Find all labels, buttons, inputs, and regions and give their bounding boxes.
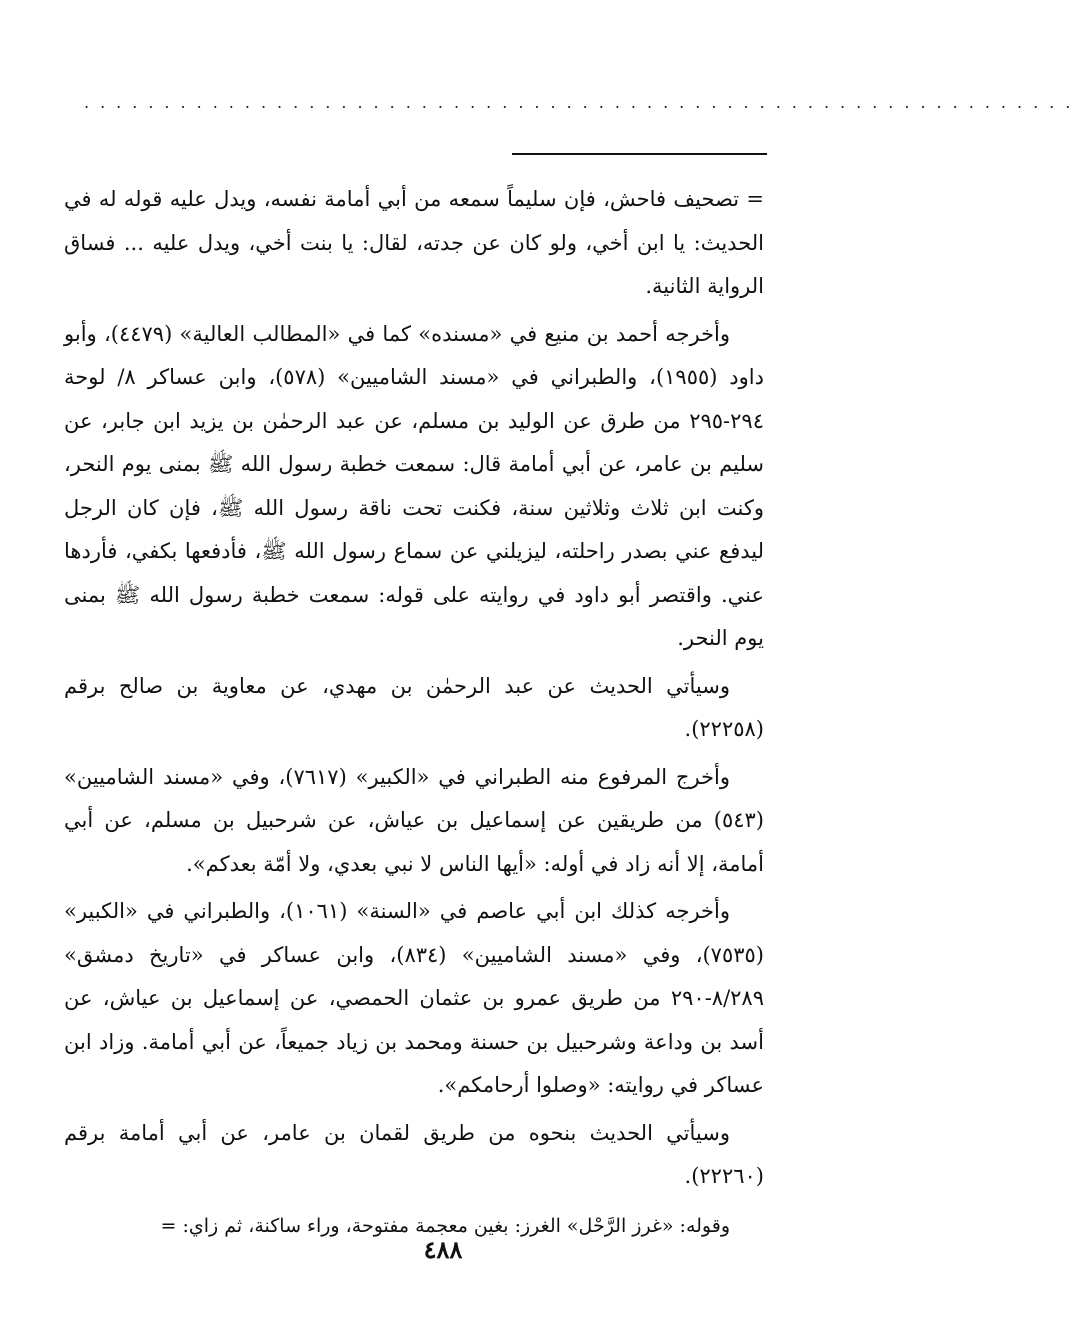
paragraph-ibn-abi-asim: وأخرجه كذلك ابن أبي عاصم في «السنة» (١٠٦١)، والطبراني في «الكبير» (٧٥٣٥)، وفي «مسند الشاميين» (٨٣٤)، وابن عساكر في «تاريخ دمشق» ٨/٢٨٩-٢٩٠ من طريق عمرو بن عثمان الحمصي، عن إسماعيل بن عياش، عن أسد بن وداعة وشرحبيل بن حسنة ومحمد بن زياد جميعاً، عن أبي أمامة. وزاد ابن عساكر في روايته: «وصلوا أرحامكم».: [64, 899, 764, 1097]
page-number: ٤٨٨: [423, 1235, 463, 1264]
footnote-rule: [512, 153, 767, 155]
paragraph-gharz-note: وقوله: «غرز الرَّحْل» الغرز: بغين معجمة مفتوحة، وراء ساكنة، ثم زاي: =: [160, 1214, 730, 1237]
footnote-text: [64, 178, 764, 1252]
paragraph-ibn-mahdi: وسيأتي الحديث عن عبد الرحمٰن بن مهدي، عن معاوية بن صالح برقم (٢٢٢٥٨).: [64, 673, 764, 741]
footnote-separator-dots: ..............................................................: [84, 93, 1081, 112]
paragraph-continuation: = تصحيف فاحش، فإن سليماً سمعه من أبي أمامة نفسه، ويدل عليه قوله له في الحديث: يا ابن أخي، ولو كان عن جدته، لقال: يا بنت أخي، ويدل عليه ... فساق الرواية الثانية.: [64, 187, 764, 298]
paragraph-ahmad-ibn-mani: وأخرجه أحمد بن منيع في «مسنده» كما في «المطالب العالية» (٤٤٧٩)، وأبو داود (١٩٥٥)، والطبراني في «مسند الشاميين» (٥٧٨)، وابن عساكر ٨/ لوحة ٢٩٤-٢٩٥ من طرق عن الوليد بن مسلم، عن عبد الرحمٰن بن يزيد ابن جابر، عن سليم بن عامر، عن أبي أمامة قال: سمعت خطبة رسول الله ﷺ بمنى يوم النحر، وكنت ابن ثلاث وثلاثين سنة، فكنت تحت ناقة رسول الله ﷺ، فإن كان الرجل ليدفع عني بصدر راحلته، ليزيلني عن سماع رسول الله ﷺ، فأدفعها بكفي، فأردها عني. واقتصر أبو داود في روايته على قوله: سمعت خطبة رسول الله ﷺ بمنى يوم النحر.: [64, 321, 764, 650]
paragraph-luqman: وسيأتي الحديث بنحوه من طريق لقمان بن عامر، عن أبي أمامة برقم (٢٢٢٦٠).: [64, 1120, 764, 1188]
paragraph-marfu: وأخرج المرفوع منه الطبراني في «الكبير» (٧٦١٧)، وفي «مسند الشاميين» (٥٤٣) من طريقين عن إسماعيل بن عياش، عن شرحبيل بن مسلم، عن أبي أمامة، إلا أنه زاد في أوله: «أيها الناس لا نبي بعدي، ولا أمّة بعدكم».: [64, 764, 764, 876]
